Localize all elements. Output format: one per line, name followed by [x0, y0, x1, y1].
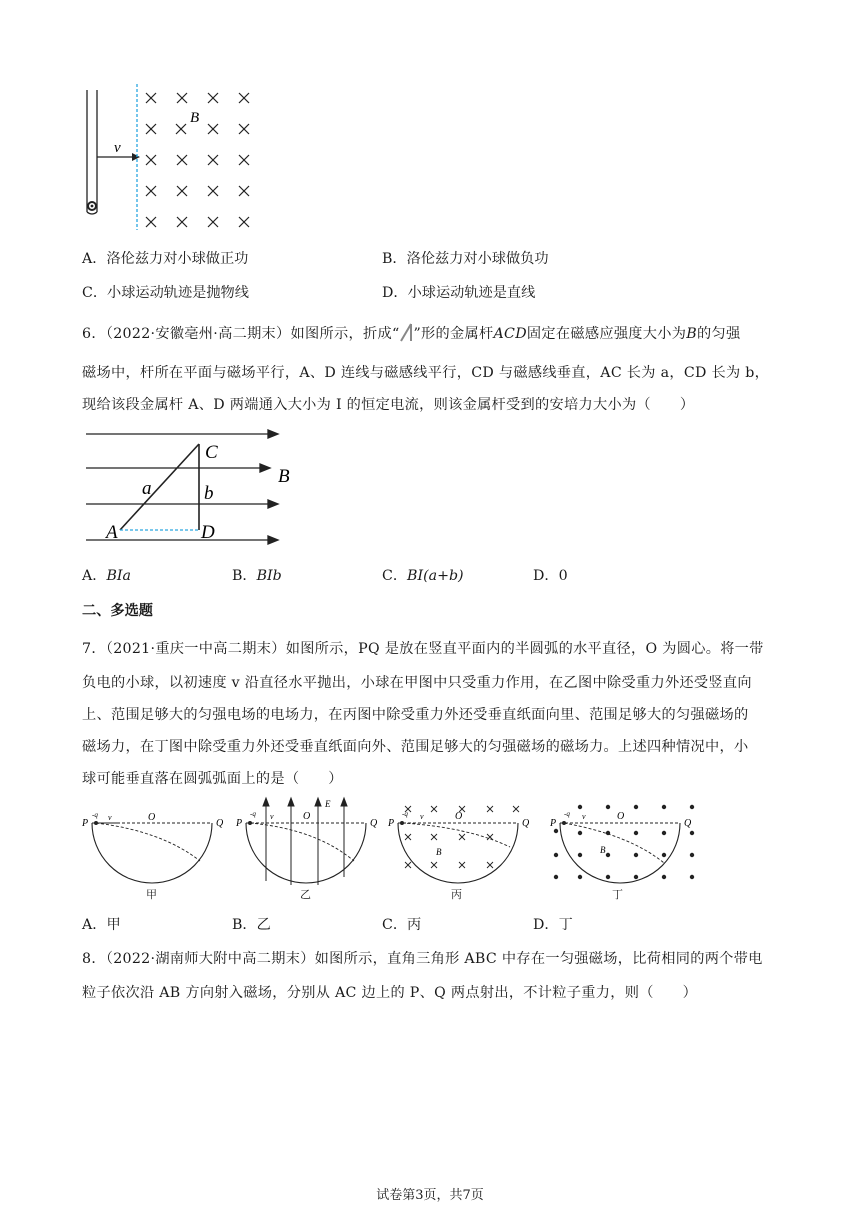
q6-figure	[84, 426, 304, 552]
q7-option-d: D．丁	[533, 917, 573, 933]
svg-text:v: v	[108, 813, 112, 822]
q7-figures	[80, 795, 700, 901]
q6-label-a: a	[142, 478, 152, 499]
svg-text:-q: -q	[250, 810, 256, 818]
q6-label-D: D	[201, 522, 215, 543]
q7-option-a: A．甲	[82, 917, 121, 933]
svg-text:v: v	[270, 812, 274, 821]
svg-text:O: O	[455, 811, 463, 822]
q7-caption-yi: 乙	[300, 888, 311, 901]
q6-label-B: B	[278, 466, 290, 487]
q7-figure-jia	[81, 811, 224, 883]
q6-stem-line2: 磁场中，杆所在平面与磁场平行，A、D 连线与磁感线平行，CD 与磁感线垂直，AC 长为 a，CD 长为 b，	[82, 365, 770, 381]
svg-text:-q: -q	[564, 810, 570, 818]
svg-text:Q: Q	[216, 818, 224, 829]
svg-text:P: P	[236, 818, 243, 829]
q6-stem-line3: 现给该段金属杆 A、D 两端通入大小为 I 的恒定电流，则该金属杆受到的安培力大小为（ ）	[82, 397, 695, 413]
q5-option-a: A．洛伦兹力对小球做正功	[82, 251, 249, 267]
q6-label-C: C	[205, 442, 218, 463]
q7-caption-bing: 丙	[451, 888, 462, 901]
svg-text:v: v	[582, 812, 586, 821]
svg-text:B: B	[600, 845, 606, 855]
q6-label-A: A	[106, 522, 118, 543]
q8-stem-line2: 粒子依次沿 AB 方向射入磁场，分别从 AC 边上的 P、Q 两点射出，不计粒子重力，则（ ）	[82, 985, 698, 1001]
q7-stem-line3: 上、范围足够大的匀强电场的电场力，在丙图中除受重力外还受垂直纸面向里、范围足够大的匀强磁场的	[82, 707, 749, 723]
q7-figure-ding	[549, 805, 694, 883]
page-footer: 试卷第3页，共7页	[376, 1188, 484, 1203]
svg-text:P: P	[388, 818, 395, 829]
q5-option-d: D．小球运动轨迹是直线	[382, 285, 536, 301]
q5-option-b: B．洛伦兹力对小球做负功	[382, 251, 549, 267]
q6-option-b: B．BIb	[232, 568, 282, 584]
q8-stem-line1: 8．（2022·湖南师大附中高二期末）如图所示，直角三角形 ABC 中存在一匀强磁场，比荷相同的两个带电	[82, 951, 763, 967]
q7-figure-bing	[387, 806, 530, 883]
svg-text:E: E	[325, 799, 331, 809]
q7-caption-ding: 丁	[612, 888, 623, 901]
svg-text:B: B	[436, 847, 442, 857]
q6-option-c: C．BI(a+b)	[382, 568, 464, 584]
q7-option-c: C．丙	[382, 917, 422, 933]
q6-option-d: D．0	[533, 568, 568, 584]
svg-text:-q: -q	[92, 811, 98, 819]
q5-option-c: C．小球运动轨迹是抛物线	[82, 285, 249, 301]
q7-stem-line5: 球可能垂直落在圆弧弧面上的是（ ）	[82, 771, 343, 787]
svg-text:P: P	[550, 818, 557, 829]
q7-figure-yi	[235, 798, 378, 885]
q7-caption-jia: 甲	[146, 888, 157, 901]
q5-figure	[80, 82, 270, 232]
svg-text:P: P	[82, 818, 89, 829]
q6-stem-line1: 6．（2022·安徽亳州·高二期末）如图所示，折成“ ”形的金属杆ACD固定在磁感应强度大小为B的匀强	[82, 322, 740, 343]
svg-text:O: O	[617, 811, 625, 822]
svg-text:O: O	[303, 811, 311, 822]
q5-label-B: B	[190, 110, 200, 126]
section-heading-multiple-choice: 二、多选题	[82, 603, 153, 619]
q6-option-a: A．BIa	[82, 568, 131, 584]
q7-stem-line1: 7．（2021·重庆一中高二期末）如图所示，PQ 是放在竖直平面内的半圆弧的水平直径，O 为圆心。将一带	[82, 641, 764, 657]
svg-text:-q: -q	[402, 810, 408, 818]
svg-text:Q: Q	[370, 818, 378, 829]
svg-text:Q: Q	[522, 818, 530, 829]
q6-label-b: b	[204, 483, 214, 504]
q7-option-b: B．乙	[232, 917, 271, 933]
bent-rod-icon	[400, 322, 414, 342]
q7-stem-line2: 负电的小球，以初速度 v 沿直径水平抛出，小球在甲图中只受重力作用，在乙图中除受重力外还受竖直向	[82, 675, 752, 691]
q5-label-v: v	[114, 140, 121, 156]
svg-text:O: O	[148, 812, 156, 823]
svg-text:Q: Q	[684, 818, 692, 829]
q7-stem-line4: 磁场力，在丁图中除受重力外还受垂直纸面向外、范围足够大的匀强磁场的磁场力。上述四种情况中，小	[82, 739, 749, 755]
svg-text:v: v	[420, 812, 424, 821]
